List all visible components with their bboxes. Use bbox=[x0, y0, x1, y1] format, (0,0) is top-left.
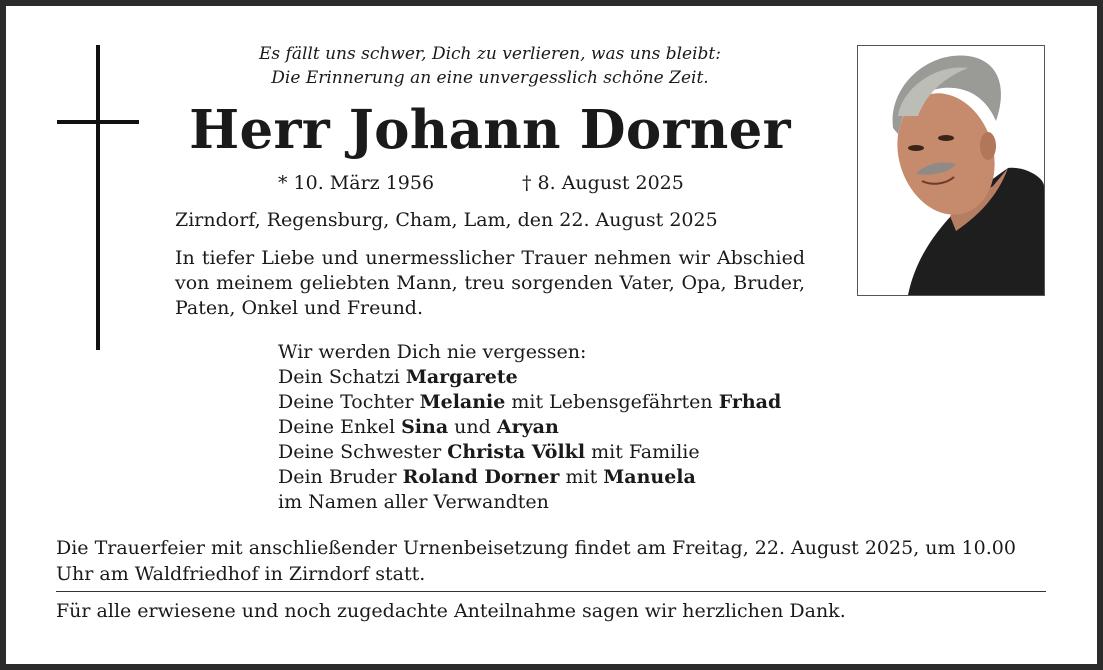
mourner-line-3 bbox=[278, 415, 781, 440]
funeral-service-notice: Die Trauerfeier mit anschließender Urnenbeisetzung findet am Freitag, 22. August 2025, um 10.00 Uhr am Waldfriedhof in Zirndorf statt. bbox=[56, 537, 1016, 585]
mourner-suffix: mit Familie bbox=[585, 441, 700, 463]
portrait-illustration bbox=[858, 46, 1044, 295]
intro-line-1: Es fällt uns schwer, Dich zu verlieren, was uns bleibt: bbox=[259, 44, 721, 64]
mourner-line-4 bbox=[278, 440, 781, 465]
mourner-line-1 bbox=[278, 365, 781, 390]
mourner-relation: Deine Enkel bbox=[278, 416, 402, 438]
birth-date: * 10. März 1956 bbox=[278, 172, 435, 194]
intro-line-2: Die Erinnerung an eine unvergesslich schöne Zeit. bbox=[271, 68, 709, 88]
mourner-name: Sina bbox=[401, 416, 449, 438]
mourner-line-2 bbox=[278, 390, 781, 415]
mourner-name: Frhad bbox=[718, 391, 782, 413]
mourner-relation: Dein Schatzi bbox=[278, 366, 406, 388]
place-and-date: Zirndorf, Regensburg, Cham, Lam, den 22. August 2025 bbox=[175, 209, 718, 231]
mourner-name: Christa Völkl bbox=[447, 441, 586, 463]
mourner-relation: Dein Bruder bbox=[278, 466, 403, 488]
cross-horizontal-bar bbox=[57, 120, 139, 124]
mourner-line-5 bbox=[278, 465, 781, 490]
mourner-name: Melanie bbox=[419, 391, 506, 413]
mourner-name: Manuela bbox=[603, 466, 696, 488]
mourner-name: Aryan bbox=[496, 416, 559, 438]
portrait-photo bbox=[857, 45, 1045, 296]
cross-vertical-bar bbox=[96, 45, 100, 350]
divider-line bbox=[56, 591, 1046, 592]
intro-quote bbox=[150, 42, 830, 90]
mourners-intro: Wir werden Dich nie vergessen: bbox=[278, 341, 587, 363]
mourner-connector: und bbox=[448, 416, 497, 438]
farewell-text: In tiefer Liebe und unermesslicher Trauer nehmen wir Abschied von meinem geliebten Mann, treu sorgenden Vater, Opa, Bruder, Paten, Onkel und Freund. bbox=[175, 247, 805, 319]
mourner-relation: Deine Tochter bbox=[278, 391, 420, 413]
mourners-list bbox=[278, 340, 781, 515]
mourner-relation: Deine Schwester bbox=[278, 441, 448, 463]
mourner-name: Margarete bbox=[405, 366, 518, 388]
mourner-connector: mit Lebensgefährten bbox=[505, 391, 719, 413]
mourner-line-6: im Namen aller Verwandten bbox=[278, 491, 549, 513]
mourner-connector: mit bbox=[559, 466, 604, 488]
thanks-note: Für alle erwiesene und noch zugedachte Anteilnahme sagen wir herzlichen Dank. bbox=[56, 600, 846, 622]
deceased-name: Herr Johann Dorner bbox=[189, 99, 791, 161]
mourner-name: Roland Dorner bbox=[402, 466, 560, 488]
death-date: † 8. August 2025 bbox=[522, 172, 684, 194]
